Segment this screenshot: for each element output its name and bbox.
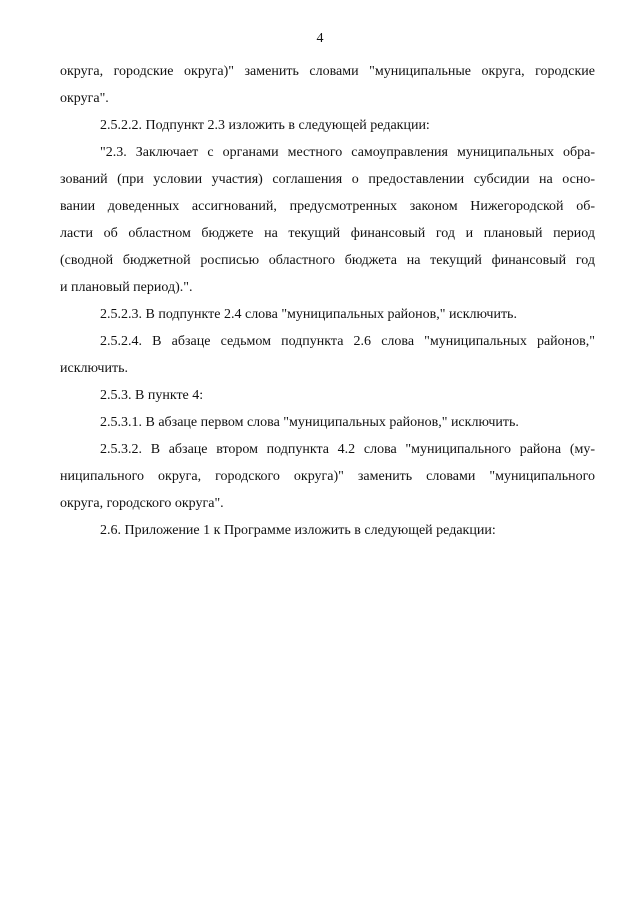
- text-line: ниципального округа, городского округа)" заменить словами "муниципального: [60, 469, 595, 484]
- text-line: 2.5.2.4. В абзаце седьмом подпункта 2.6 слова "муниципальных районов,": [100, 334, 595, 349]
- text-line: 2.5.3.2. В абзаце втором подпункта 4.2 слова "муниципального района (му-: [100, 442, 595, 457]
- text-line: округа".: [60, 91, 109, 106]
- text-line: 2.5.2.3. В подпункте 2.4 слова "муниципальных районов," исключить.: [100, 307, 517, 322]
- text-line: (сводной бюджетной росписью областного бюджета на текущий финансовый год: [60, 253, 595, 268]
- text-line: и плановый период).".: [60, 280, 193, 295]
- text-line: 2.5.3.1. В абзаце первом слова "муниципальных районов," исключить.: [100, 415, 519, 430]
- text-line: исключить.: [60, 361, 128, 376]
- text-line: 2.5.2.2. Подпункт 2.3 изложить в следующей редакции:: [100, 118, 430, 133]
- text-line: округа, городские округа)" заменить словами "муниципальные округа, городские: [60, 64, 595, 79]
- text-line: округа, городского округа".: [60, 496, 224, 511]
- text-line: ласти об областном бюджете на текущий финансовый год и плановый период: [60, 226, 595, 241]
- text-line: 2.6. Приложение 1 к Программе изложить в следующей редакции:: [100, 523, 496, 538]
- page-number: 4: [316, 31, 324, 46]
- text-line: вании доведенных ассигнований, предусмотренных законом Нижегородской об-: [60, 199, 595, 214]
- text-line: "2.3. Заключает с органами местного самоуправления муниципальных обра-: [100, 145, 595, 160]
- text-line: зований (при условии участия) соглашения о предоставлении субсидии на осно-: [60, 172, 595, 187]
- text-line: 2.5.3. В пункте 4:: [100, 388, 204, 403]
